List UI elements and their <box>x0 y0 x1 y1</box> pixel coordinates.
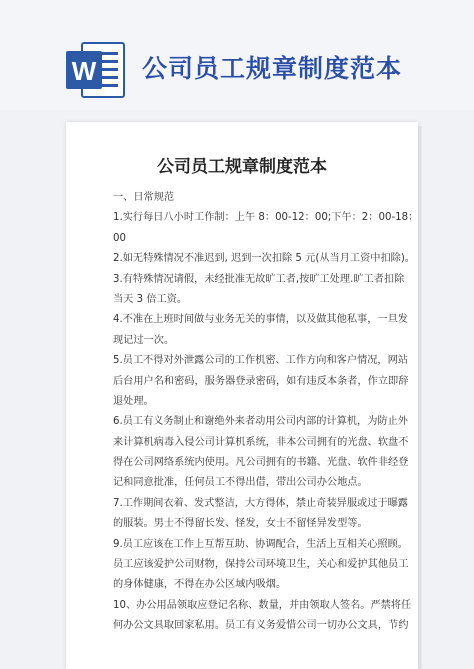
document-line: 5.员工不得对外泄露公司的工作机密、工作方向和客户情况，网站 <box>113 355 408 367</box>
document-line: 9.员工应该在工作上互帮互助、协调配合，生活上互相关心照顾。 <box>113 538 408 550</box>
document-line: 6.员工有义务制止和谢绝外来者动用公司内部的计算机，为防止外 <box>113 416 408 428</box>
document-line: 得在公司网络系统内使用。凡公司拥有的书籍、光盘、软件非经登 <box>113 457 409 469</box>
document-line: 2.如无特殊情况不准迟到, 迟到一次扣除 5 元(从当月工资中扣除)。 <box>113 253 415 265</box>
document-line: 当天 3 倍工资。 <box>113 293 188 305</box>
document-line: 来计算机病毒入侵公司计算机系统，非本公司拥有的光盘、软盘不 <box>113 436 409 448</box>
document-line: 后台用户名和密码，服务器登录密码，如有违反本条者，作立即辞 <box>113 375 409 387</box>
document-line: 的服装。男士不得留长发、怪发，女士不留怪异发型等。 <box>113 518 368 530</box>
document-line: 何办公文具取回家私用。员工有义务爱惜公司一切办公文具，节约 <box>113 620 409 632</box>
document-line: 4.不准在上班时间做与业务无关的事情，以及做其他私事，一旦发 <box>113 314 408 326</box>
page-title: 公司员工规章制度范本 <box>142 54 403 83</box>
document-line: 一、日常规范 <box>113 192 175 203</box>
document-line: 退处理。 <box>113 395 154 407</box>
document-line: 3.有特殊情况请假，未经批准无故旷工者,按旷工处理.旷工者扣除 <box>113 273 405 285</box>
document-line: 1.实行每日八小时工作制：上午 8：00-12：00;下午：2：00-18： <box>113 212 418 224</box>
document-line: 的身体健康，不得在办公区域内吸烟。 <box>113 579 287 591</box>
document-line: 00 <box>113 232 126 244</box>
document-line: 现记过一次。 <box>113 334 175 346</box>
document-body <box>113 188 418 637</box>
document-line: 7.工作期间衣着、发式整洁，大方得体，禁止奇装异服或过于曝露 <box>113 497 408 509</box>
svg-text:W: W <box>71 56 97 86</box>
document-line: 记和同意批准，任何员工不得出借，带出公司办公地点。 <box>113 477 368 489</box>
document-page <box>66 122 418 669</box>
word-icon <box>64 40 126 100</box>
header-bar <box>0 0 474 110</box>
document-title: 公司员工规章制度范本 <box>157 157 327 177</box>
document-line: 员工应该爱护公司财物，保持公司环境卫生，关心和爱护其他员工 <box>113 559 409 571</box>
document-line: 10、办公用品领取应登记名称、数量，并由领取人签名。严禁将任 <box>113 599 412 611</box>
